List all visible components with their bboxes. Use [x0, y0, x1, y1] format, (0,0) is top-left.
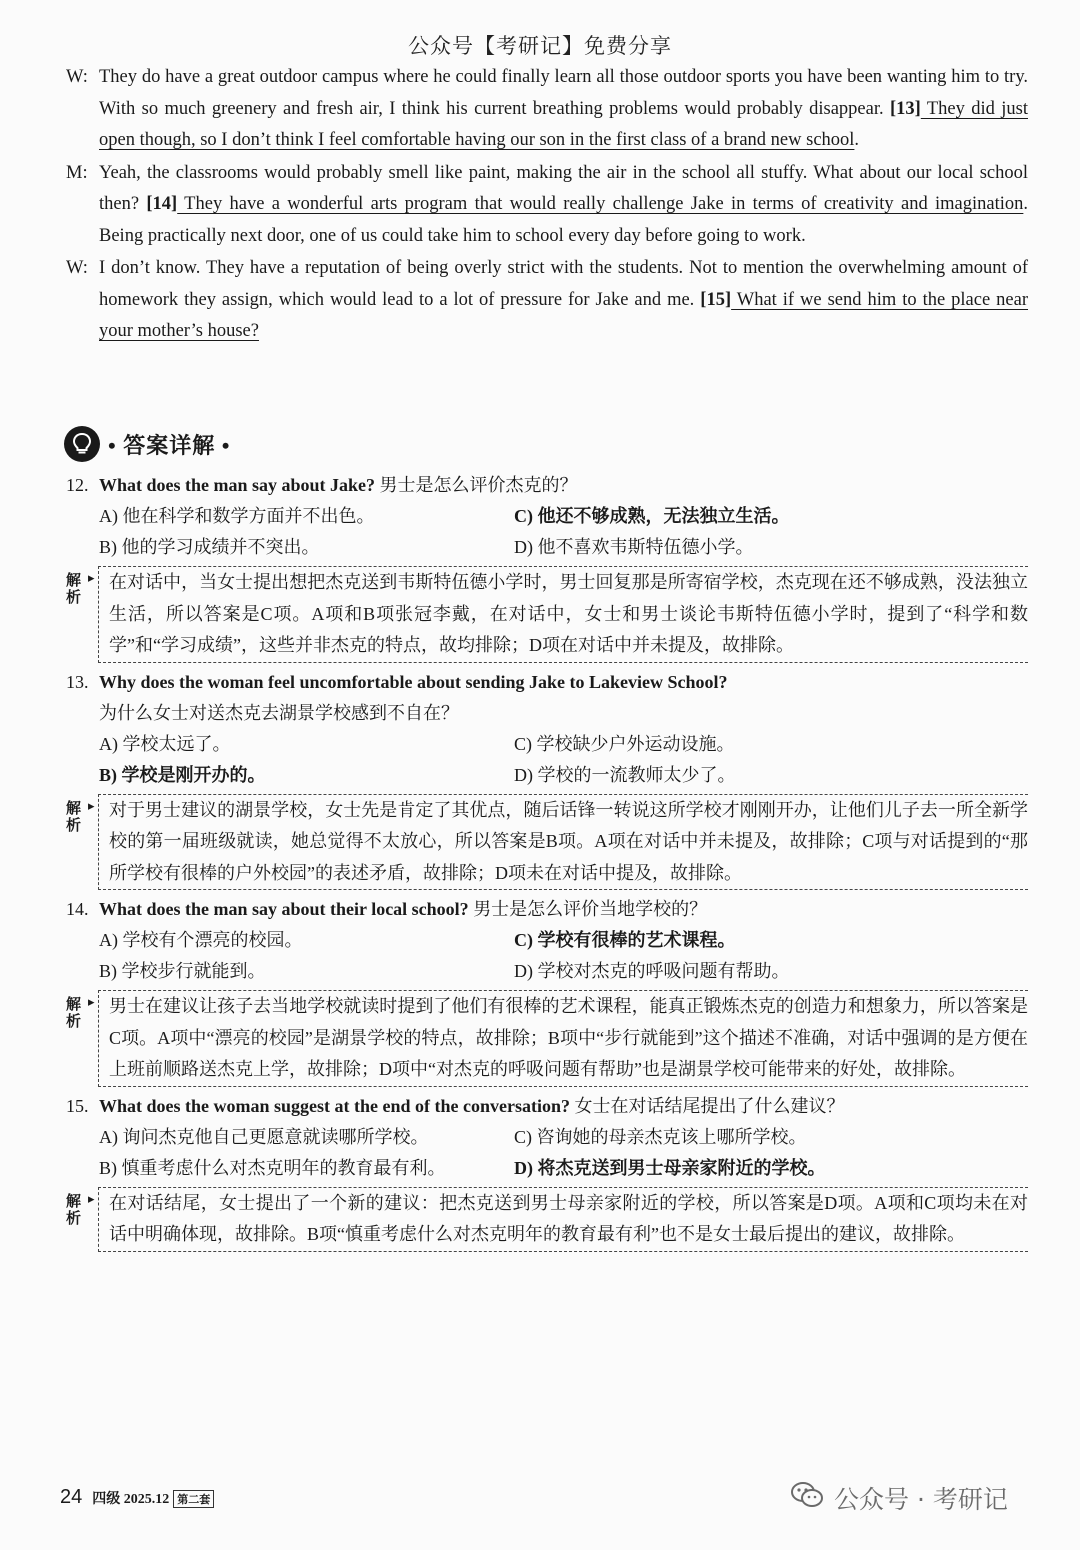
dialogue-transcript	[66, 62, 1028, 349]
question-text-zh: 男士是怎么评价杰克的？	[379, 475, 578, 495]
speaker-label: M:	[66, 162, 88, 183]
question-stem	[66, 894, 1028, 925]
explanation-box	[66, 990, 1028, 1087]
question-block	[66, 667, 1028, 891]
question-marker: [15]	[700, 289, 732, 310]
page-number: 24	[60, 1486, 83, 1508]
header-banner: 公众号【考研记】免费分享	[408, 34, 672, 58]
speaker-label: W:	[66, 258, 88, 278]
question-stem	[66, 667, 1028, 698]
explanation-label	[66, 990, 95, 1087]
speaker-label: W:	[66, 67, 88, 87]
explanation-label	[66, 566, 95, 663]
question-block	[66, 470, 1028, 663]
wechat-icon	[790, 1480, 824, 1516]
explanation-text: 在对话中，当女士提出想把杰克送到韦斯特伍德小学时，男士回复那是所寄宿学校，杰克现在还不够成熟，没法独立生活，所以答案是C项。A项和B项张冠李戴，在对话中，女士和男士谈论韦斯特伍德小学时，提到了“科学和数学”和“学习成绩”，这些并非杰克的特点，故均排除；D项在对话中并未提及，故排除。	[98, 566, 1028, 663]
question-stem	[66, 1091, 1028, 1122]
explanation-label-char: 解	[66, 571, 82, 589]
dialogue-turn	[66, 62, 1028, 157]
explanation-text: 在对话结尾，女士提出了一个新的建议：把杰克送到男士母亲家附近的学校，所以答案是D项。A项和C项均未在对话中明确体现，故排除。B项“慎重考虑什么对杰克明年的教育最有利”也不是女士最后提出的建议，故排除。	[98, 1187, 1028, 1252]
explanation-text: 男士在建议让孩子去当地学校就读时提到了他们有很棒的艺术课程，能真正锻炼杰克的创造力和想象力，所以答案是C项。A项中“漂亮的校园”是湖景学校的特点，故排除；B项中“步行就能到”这个描述不准确，对话中强调的是方便在上班前顺路送杰克上学，故排除；D项中“对杰克的呼吸问题有帮助”也是湖景学校可能带来的好处，故排除。	[98, 990, 1028, 1087]
explanation-label-char: 解	[66, 1191, 82, 1210]
answer-sentence: They did just open though, so I don’t think I feel comfortable having our son in the first class of a brand new school	[99, 98, 1028, 150]
option: A) 学校太远了。	[99, 733, 231, 754]
question-block	[66, 1091, 1028, 1252]
question-text-en: What does the man say about their local school?	[99, 899, 469, 919]
dialogue-text: . Being practically next door, one of us could take him to school every day before going to work.	[99, 194, 1028, 246]
question-block	[66, 894, 1028, 1087]
explanation-label-char: 解	[66, 995, 82, 1013]
question-text-zh: 为什么女士对送杰克去湖景学校感到不自在？	[99, 702, 459, 723]
lightbulb-icon	[64, 426, 100, 462]
explanation-label	[66, 794, 95, 891]
dialogue-text: I don’t know. They have a reputation of being overly strict with the students. Not to mention the overwhelming amount of homework they assign, which would lead to a lot of pressure for Jake and me.	[99, 258, 1028, 310]
option-correct: D) 将杰克送到男士母亲家附近的学校。	[514, 1157, 826, 1178]
explanation-label-char: 析	[66, 588, 82, 606]
explanation-label-char: 析	[66, 1208, 82, 1227]
option: B) 慎重考虑什么对杰克明年的教育最有利。	[99, 1157, 446, 1178]
section-header	[64, 426, 230, 462]
option: D) 学校对杰克的呼吸问题有帮助。	[514, 961, 790, 981]
arrow-icon: ▸	[88, 995, 95, 1010]
explanation-label	[66, 1187, 95, 1252]
question-marker: [14]	[146, 194, 178, 214]
answer-sentence: They have a wonderful arts program that would really challenge Jake in terms of creativity and imagination	[177, 194, 1024, 214]
options-grid	[66, 729, 1028, 791]
explanation-text: 对于男士建议的湖景学校，女士先是肯定了其优点，随后话锋一转说这所学校才刚刚开办，让他们儿子去一所全新学校的第一届班级就读，她总觉得不太放心，所以答案是B项。A项在对话中并未提及，故排除；C项与对话提到的“那所学校有很棒的户外校园”的表述矛盾，故排除；D项未在对话中提及，故排除。	[98, 794, 1028, 891]
option: A) 询问杰克他自己更愿意就读哪所学校。	[99, 1126, 429, 1147]
options-grid	[66, 1122, 1028, 1184]
option: D) 他不喜欢韦斯特伍德小学。	[514, 537, 754, 557]
option: C) 咨询她的母亲杰克该上哪所学校。	[514, 1126, 807, 1147]
explanation-box	[66, 794, 1028, 891]
question-text-en: What does the man say about Jake?	[99, 475, 376, 495]
question-marker: [13]	[889, 98, 921, 119]
option-correct: C) 他还不够成熟，无法独立生活。	[514, 506, 790, 526]
option: A) 学校有个漂亮的校园。	[99, 930, 303, 950]
arrow-icon: ▸	[88, 798, 95, 814]
page-footer	[60, 1486, 214, 1509]
dialogue-text: .	[854, 130, 860, 150]
option-correct: B) 学校是刚开办的。	[99, 764, 266, 785]
option: B) 学校步行就能到。	[99, 961, 266, 981]
option: D) 学校的一流教师太少了。	[514, 764, 736, 785]
options-grid	[66, 501, 1028, 563]
explanation-label-char: 析	[66, 1012, 82, 1030]
question-number: 15.	[66, 1095, 89, 1116]
arrow-icon: ▸	[88, 571, 95, 586]
option: C) 学校缺少户外运动设施。	[514, 733, 735, 754]
question-text-en: Why does the woman feel uncomfortable about sending Jake to Lakeview School?	[99, 671, 728, 692]
dialogue-turn	[66, 158, 1028, 253]
question-number: 13.	[66, 671, 89, 692]
explanation-box	[66, 1187, 1028, 1252]
explanation-label-char: 析	[66, 815, 82, 834]
dialogue-turn	[66, 253, 1028, 348]
explanation-box	[66, 566, 1028, 663]
explanation-label-char: 解	[66, 798, 82, 817]
question-text-en: What does the woman suggest at the end of the conversation?	[99, 1095, 570, 1116]
question-number: 12.	[66, 475, 89, 495]
watermark	[790, 1480, 1008, 1516]
question-text-zh: 男士是怎么评价当地学校的？	[473, 899, 708, 919]
section-title: • 答案详解 •	[108, 432, 231, 458]
exam-set-badge: 第二套	[173, 1490, 214, 1508]
options-grid	[66, 925, 1028, 987]
option-correct: C) 学校有很棒的艺术课程。	[514, 930, 736, 950]
question-stem	[66, 470, 1028, 501]
question-number: 14.	[66, 899, 89, 919]
watermark-text: 公众号 · 考研记	[834, 1485, 1008, 1514]
option: A) 他在科学和数学方面并不出色。	[99, 506, 375, 526]
dialogue-text: Yeah, the classrooms would probably smell like paint, making the air in the school all stuffy. What about our local school then?	[99, 162, 1028, 214]
question-text-zh: 女士在对话结尾提出了什么建议？	[574, 1095, 845, 1116]
answer-explanations	[66, 470, 1028, 1256]
exam-label: 四级 2025.12	[92, 1492, 170, 1507]
dialogue-text: They do have a great outdoor campus where he could finally learn all those outdoor sports you have been wanting him to try. With so much greenery and fresh air, I think his current breathing problems would probably disappear.	[99, 67, 1028, 119]
answer-sentence: What if we send him to the place near your mother’s house?	[99, 289, 1029, 341]
option: B) 他的学习成绩并不突出。	[99, 537, 320, 557]
arrow-icon: ▸	[88, 1191, 95, 1207]
